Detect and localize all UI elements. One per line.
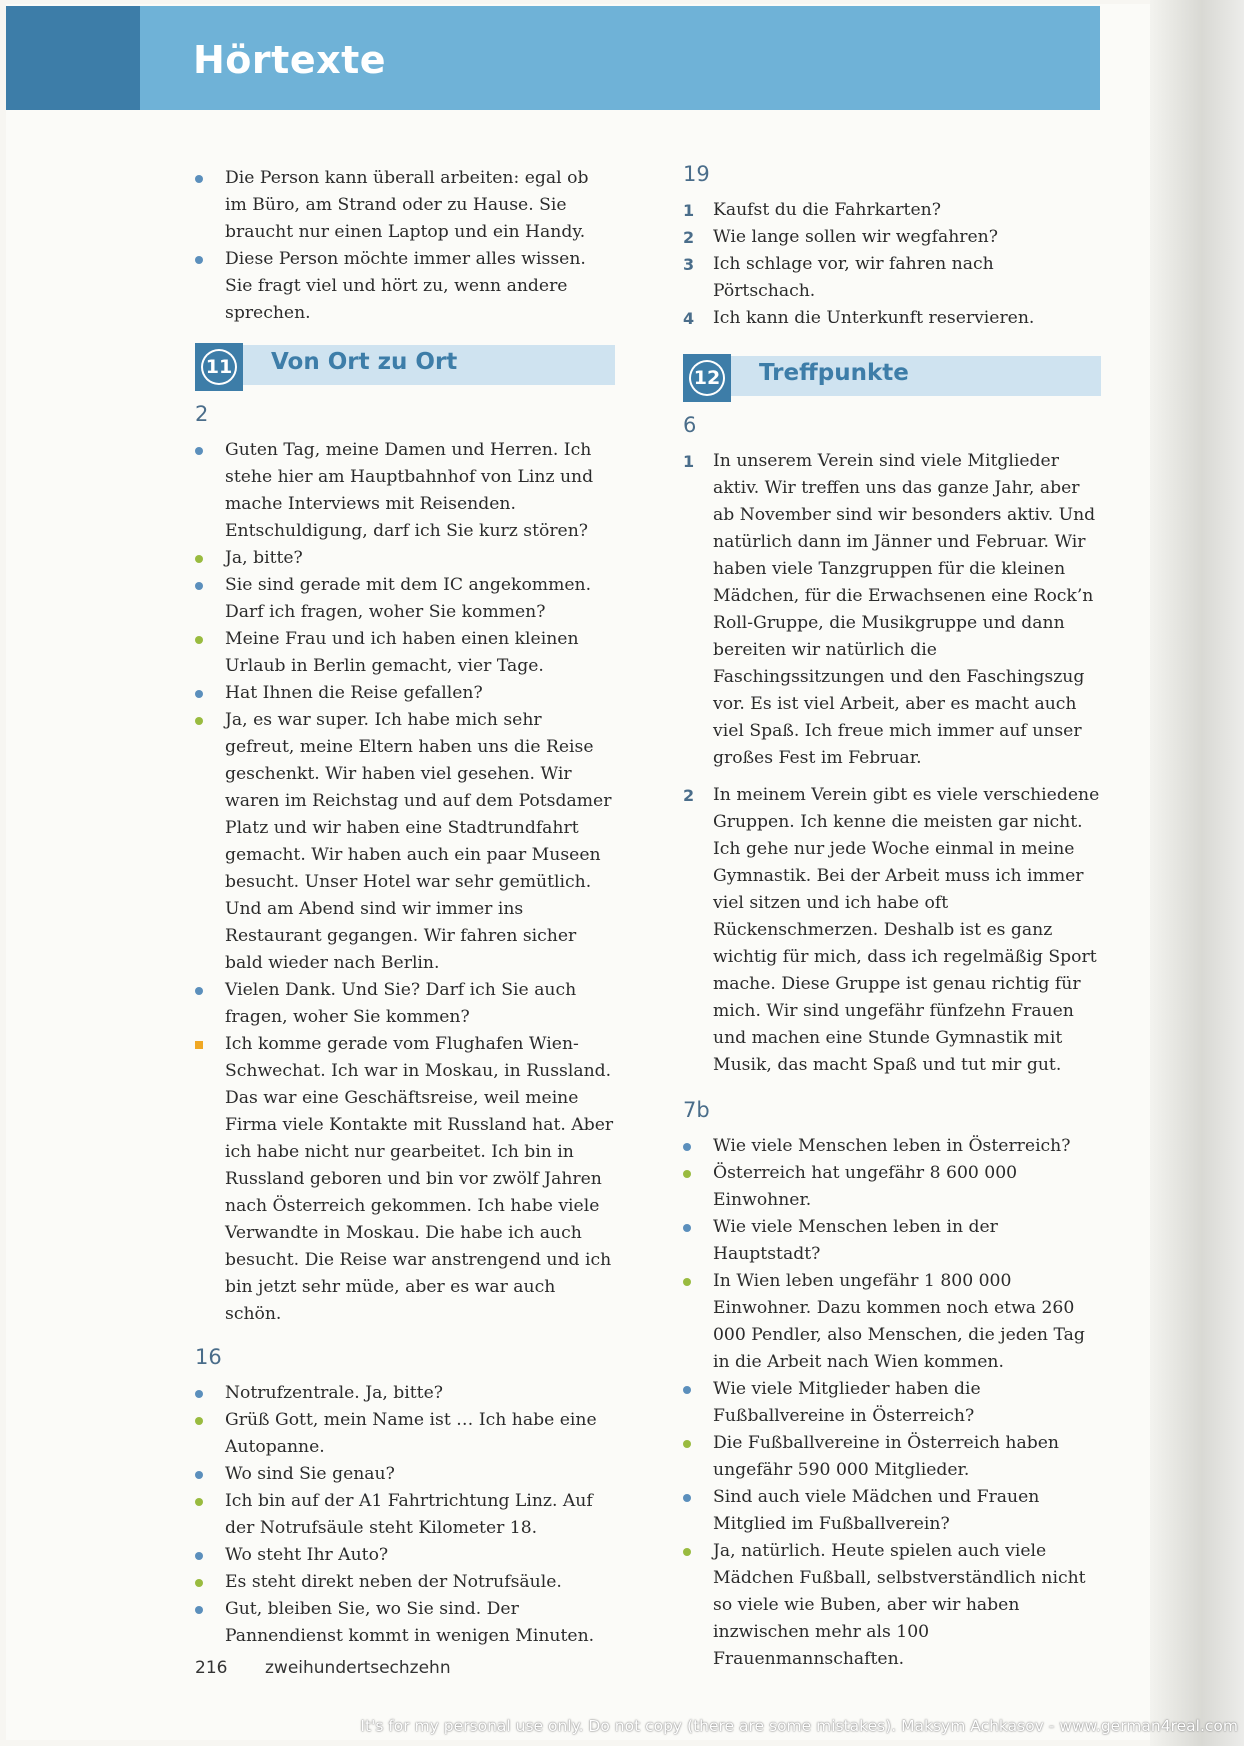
unit-11-heading bbox=[195, 343, 615, 387]
unit-12-heading bbox=[683, 354, 1101, 398]
dialogue-text: Notrufzentrale. Ja, bitte? bbox=[225, 1383, 443, 1403]
left-column bbox=[195, 165, 615, 1650]
item-number: 2 bbox=[683, 228, 695, 247]
speaker-bullet-icon bbox=[683, 1548, 691, 1556]
item-text: In unserem Verein sind viele Mitglieder aktiv. Wir treffen uns das ganze Jahr, aber ab November sind wir besonders aktiv. Und natürlich dann im Jänner und Februar. Wir haben viele Tanzgruppen für die kleinen Mädchen, für die Erwachsenen eine Rock’n Roll-Gruppe, die Musikgruppe und dann bereiten wir natürlich die Faschingssitzungen und den Faschingszug vor. Es ist viel Arbeit, aber es macht auch viel Spaß. Ich freue mich immer auf unser großes Fest im Februar. bbox=[713, 451, 1096, 768]
item-number: 3 bbox=[683, 255, 695, 274]
intro-list bbox=[195, 165, 615, 327]
header-bar bbox=[6, 6, 1100, 110]
dialogue-line bbox=[195, 680, 615, 707]
speaker-bullet-icon bbox=[683, 1278, 691, 1286]
dialogue-line bbox=[683, 1538, 1101, 1673]
dialogue-line bbox=[683, 1376, 1101, 1430]
dialogue-line bbox=[195, 1380, 615, 1407]
item-number: 1 bbox=[683, 452, 695, 471]
section-label: 2 bbox=[195, 402, 209, 426]
dialogue-list-7b bbox=[683, 1133, 1101, 1673]
dialogue-line bbox=[683, 1268, 1101, 1376]
item-number: 2 bbox=[683, 786, 695, 805]
dialogue-text: Wie viele Mitglieder haben die Fußballvereine in Österreich? bbox=[713, 1379, 981, 1426]
speaker-bullet-icon bbox=[195, 690, 203, 698]
dialogue-text: Sie sind gerade mit dem IC angekommen. Darf ich fragen, woher Sie kommen? bbox=[225, 575, 592, 622]
dialogue-text: Ja, natürlich. Heute spielen auch viele Mädchen Fußball, selbstverständlich nicht so viele wie Buben, aber wir haben inzwischen mehr als 100 Frauenmannschaften. bbox=[713, 1541, 1086, 1669]
speaker-bullet-icon bbox=[195, 256, 203, 264]
dialogue-line bbox=[683, 1160, 1101, 1214]
speaker-bullet-icon bbox=[195, 636, 203, 644]
dialogue-text: In Wien leben ungefähr 1 800 000 Einwohner. Dazu kommen noch etwa 260 000 Pendler, also Menschen, die jeden Tag in die Arbeit nach Wien kommen. bbox=[713, 1271, 1085, 1372]
right-column bbox=[683, 162, 1101, 1673]
section-label: 7b bbox=[683, 1098, 710, 1122]
dialogue-text: Österreich hat ungefähr 8 600 000 Einwohner. bbox=[713, 1163, 1018, 1210]
watermark-text: It's for my personal use only. Do not copy (there are some mistakes). Maksym Achkasov - www.german4real.com bbox=[360, 1717, 1238, 1735]
dialogue-line bbox=[683, 1214, 1101, 1268]
speaker-bullet-icon bbox=[195, 1390, 203, 1398]
dialogue-text: Ja, bitte? bbox=[225, 548, 303, 568]
numbered-item bbox=[683, 782, 1101, 1079]
speaker-bullet-icon bbox=[195, 717, 203, 725]
unit-title: Von Ort zu Ort bbox=[271, 349, 458, 375]
speaker-bullet-icon bbox=[195, 1417, 203, 1425]
dialogue-line bbox=[683, 1133, 1101, 1160]
speaker-bullet-icon bbox=[195, 175, 203, 183]
unit-title: Treffpunkte bbox=[759, 360, 909, 386]
numbered-item bbox=[683, 251, 1101, 305]
book-spine-shadow bbox=[1150, 0, 1244, 1746]
dialogue-line bbox=[195, 165, 615, 246]
dialogue-text: Hat Ihnen die Reise gefallen? bbox=[225, 683, 483, 703]
section-label: 6 bbox=[683, 413, 697, 437]
item-number: 4 bbox=[683, 309, 695, 328]
numbered-list-6 bbox=[683, 448, 1101, 1079]
dialogue-text: Wo steht Ihr Auto? bbox=[225, 1545, 389, 1565]
dialogue-line bbox=[195, 1031, 615, 1328]
page-number: 216 bbox=[195, 1658, 228, 1678]
item-text: Wie lange sollen wir wegfahren? bbox=[713, 227, 998, 247]
dialogue-line bbox=[195, 626, 615, 680]
speaker-bullet-icon bbox=[683, 1143, 691, 1151]
dialogue-line bbox=[195, 1488, 615, 1542]
speaker-bullet-icon bbox=[195, 447, 203, 455]
dialogue-line bbox=[195, 1569, 615, 1596]
dialogue-text: Sind auch viele Mädchen und Frauen Mitglied im Fußballverein? bbox=[713, 1487, 1040, 1534]
speaker-bullet-icon bbox=[195, 1552, 203, 1560]
item-text: Ich kann die Unterkunft reservieren. bbox=[713, 308, 1035, 328]
dialogue-line bbox=[195, 437, 615, 545]
dialogue-text: Es steht direkt neben der Notrufsäule. bbox=[225, 1572, 562, 1592]
dialogue-line bbox=[195, 707, 615, 977]
speaker-bullet-icon bbox=[683, 1224, 691, 1232]
item-text: Kaufst du die Fahrkarten? bbox=[713, 200, 941, 220]
left-sections bbox=[195, 401, 615, 1650]
dialogue-text: Gut, bleiben Sie, wo Sie sind. Der Pannendienst kommt in wenigen Minuten. bbox=[225, 1599, 595, 1646]
unit-number-badge: 11 bbox=[201, 349, 237, 385]
dialogue-line bbox=[683, 1430, 1101, 1484]
unit-number-badge: 12 bbox=[689, 360, 725, 396]
dialogue-text: Vielen Dank. Und Sie? Darf ich Sie auch fragen, woher Sie kommen? bbox=[225, 980, 577, 1027]
dialogue-text: Wo sind Sie genau? bbox=[225, 1464, 395, 1484]
numbered-item bbox=[683, 224, 1101, 251]
dialogue-text: Wie viele Menschen leben in Österreich? bbox=[713, 1136, 1071, 1156]
dialogue-text: Guten Tag, meine Damen und Herren. Ich stehe hier am Hauptbahnhof von Linz und mache Interviews mit Reisenden. Entschuldigung, darf ich Sie kurz stören? bbox=[225, 440, 594, 541]
speaker-bullet-icon bbox=[683, 1386, 691, 1394]
dialogue-line bbox=[195, 1542, 615, 1569]
speaker-bullet-icon bbox=[195, 582, 203, 590]
dialogue-line bbox=[195, 572, 615, 626]
header-accent-block bbox=[6, 6, 140, 110]
item-number: 1 bbox=[683, 201, 695, 220]
speaker-bullet-icon bbox=[683, 1440, 691, 1448]
dialogue-text: Meine Frau und ich haben einen kleinen Urlaub in Berlin gemacht, vier Tage. bbox=[225, 629, 579, 676]
dialogue-text: Ich bin auf der A1 Fahrtrichtung Linz. Auf der Notrufsäule steht Kilometer 18. bbox=[225, 1491, 593, 1538]
item-text: In meinem Verein gibt es viele verschiedene Gruppen. Ich kenne die meisten gar nicht. Ich gehe nur jede Woche einmal in meine Gymnastik. Bei der Arbeit muss ich immer viel sitzen und ich habe oft Rückenschmerzen. Deshalb ist es ganz wichtig für mich, dass ich regelmäßig Sport mache. Diese Gruppe ist genau richtig für mich. Wir sind ungefähr fünfzehn Frauen und machen eine Stunde Gymnastik mit Musik, das macht Spaß und tut mir gut. bbox=[713, 785, 1100, 1075]
dialogue-line bbox=[683, 1484, 1101, 1538]
speaker-bullet-icon bbox=[195, 1041, 203, 1049]
dialogue-text: Ich komme gerade vom Flughafen Wien-Schwechat. Ich war in Moskau, in Russland. Das war eine Geschäftsreise, weil meine Firma viele Kontakte mit Russland hat. Aber ich habe nicht nur gearbeitet. Ich bin in Russland geboren und bin vor zwölf Jahren nach Österreich gekommen. Ich habe viele Verwandte in Moskau. Die habe ich auch besucht. Die Reise war anstrengend und ich bin jetzt sehr müde, aber es war auch schön. bbox=[225, 1034, 614, 1324]
speaker-bullet-icon bbox=[195, 1498, 203, 1506]
dialogue-line bbox=[195, 246, 615, 327]
section-label: 19 bbox=[683, 162, 710, 186]
item-text: Ich schlage vor, wir fahren nach Pörtschach. bbox=[713, 254, 994, 301]
speaker-bullet-icon bbox=[195, 555, 203, 563]
dialogue-text: Grüß Gott, mein Name ist … Ich habe eine Autopanne. bbox=[225, 1410, 597, 1457]
dialogue-line bbox=[195, 545, 615, 572]
dialogue-line bbox=[195, 1461, 615, 1488]
numbered-item bbox=[683, 197, 1101, 224]
dialogue-text: Ja, es war super. Ich habe mich sehr gefreut, meine Eltern haben uns die Reise geschenkt. Wir haben viel gesehen. Wir waren im Reichstag und auf dem Potsdamer Platz und wir haben eine Stadtrundfahrt gemacht. Wir haben auch ein paar Museen besucht. Unser Hotel war sehr gemütlich. Und am Abend sind wir immer ins Restaurant gegangen. Wir fahren sicher bald wieder nach Berlin. bbox=[225, 710, 612, 973]
dialogue-text: Die Person kann überall arbeiten: egal ob im Büro, am Strand oder zu Hause. Sie braucht nur einen Laptop und ein Handy. bbox=[225, 168, 589, 242]
section-label: 16 bbox=[195, 1345, 222, 1369]
dialogue-text: Diese Person möchte immer alles wissen. Sie fragt viel und hört zu, wenn andere sprechen. bbox=[225, 249, 586, 323]
page-number-word: zweihundertsechzehn bbox=[265, 1658, 451, 1678]
page-title: Hörtexte bbox=[193, 38, 387, 82]
numbered-item bbox=[683, 448, 1101, 772]
dialogue-text: Wie viele Menschen leben in der Hauptstadt? bbox=[713, 1217, 998, 1264]
dialogue-line bbox=[195, 1407, 615, 1461]
speaker-bullet-icon bbox=[195, 1579, 203, 1587]
speaker-bullet-icon bbox=[683, 1170, 691, 1178]
dialogue-line bbox=[195, 1596, 615, 1650]
dialogue-text: Die Fußballvereine in Österreich haben ungefähr 590 000 Mitglieder. bbox=[713, 1433, 1059, 1480]
numbered-item bbox=[683, 305, 1101, 332]
speaker-bullet-icon bbox=[195, 1606, 203, 1614]
dialogue-line bbox=[195, 977, 615, 1031]
numbered-list-19 bbox=[683, 197, 1101, 332]
speaker-bullet-icon bbox=[195, 987, 203, 995]
speaker-bullet-icon bbox=[195, 1471, 203, 1479]
speaker-bullet-icon bbox=[683, 1494, 691, 1502]
